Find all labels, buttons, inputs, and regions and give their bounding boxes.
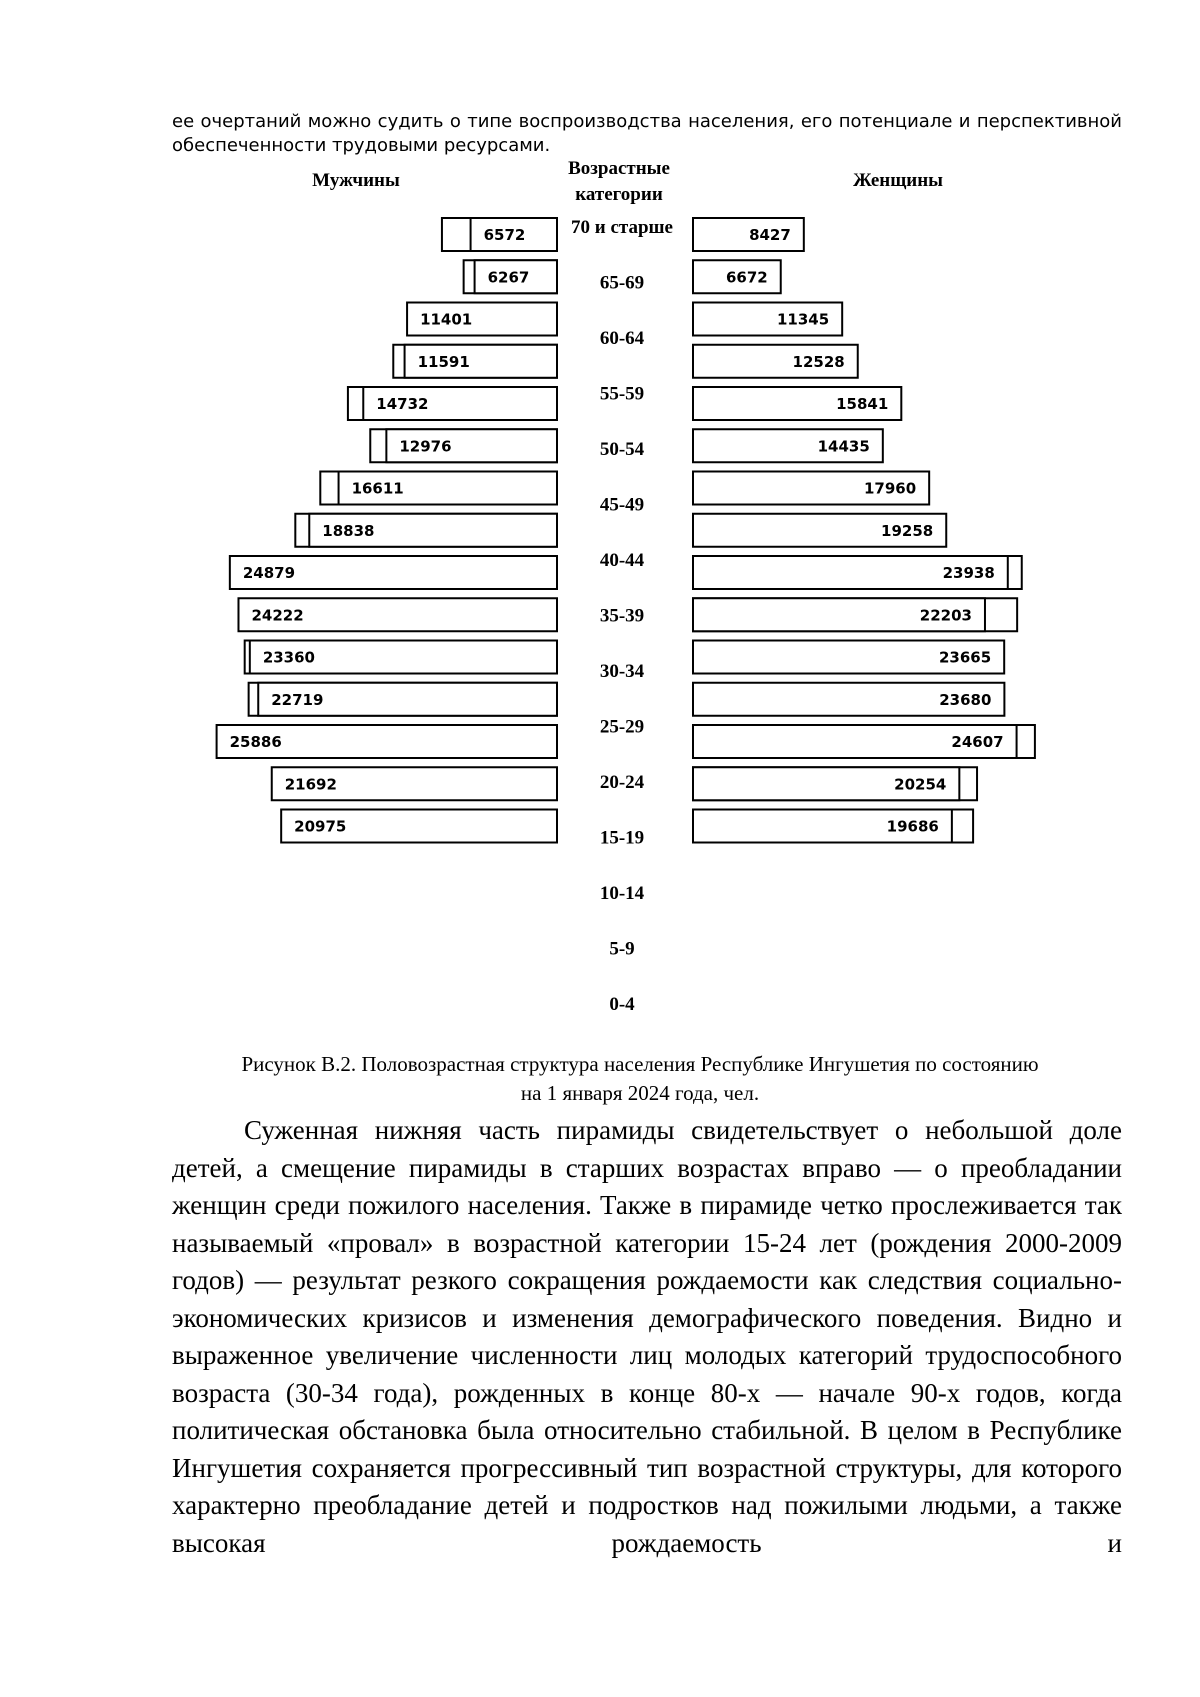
age-category-label: 65-69 [599, 272, 645, 294]
women-bar-value: 23938 [942, 564, 995, 582]
women-bar-value: 24607 [951, 733, 1004, 751]
women-bar-value: 20254 [894, 775, 947, 794]
caption-line-1: Рисунок В.2. Половозрастная структура населения Республике Ингушетия по состоянию [241, 1052, 1039, 1076]
men-bar-value: 23360 [262, 648, 316, 667]
age-category-label: 15-19 [599, 827, 645, 849]
women-label: Женщины [853, 170, 943, 191]
age-category-label: 30-34 [599, 661, 645, 682]
men-bar-value: 14732 [376, 395, 429, 413]
men-bar-value: 25886 [229, 733, 282, 751]
age-category-label: 40-44 [599, 550, 645, 571]
age-category-label: 35-39 [599, 605, 645, 627]
age-category-label: 50-54 [599, 439, 645, 460]
men-bar-value: 22719 [271, 690, 324, 709]
women-bar-value: 11345 [776, 310, 830, 329]
age-category-label: 55-59 [599, 383, 645, 405]
age-category-label: 10-14 [599, 883, 645, 904]
women-bar-value: 6672 [725, 268, 768, 287]
men-label: Мужчины [312, 170, 400, 191]
men-bar-value: 20975 [294, 817, 347, 836]
men-bar-value: 11591 [417, 352, 470, 371]
population-pyramid-chart [0, 150, 1200, 1040]
age-header-line2: категории [575, 184, 663, 205]
men-bar-value: 24222 [251, 606, 304, 625]
women-bar-value: 8427 [749, 226, 791, 244]
women-bar-value: 23680 [939, 690, 992, 709]
women-bar-value: 14435 [817, 437, 870, 456]
women-bar-value: 19686 [886, 817, 939, 836]
caption-line-2: на 1 января 2024 года, чел. [520, 1081, 760, 1105]
men-bar-value: 24879 [242, 564, 296, 582]
age-category-label: 45-49 [599, 494, 645, 516]
intro-paragraph: ее очертаний можно судить о типе воспроизводства населения, его потенциале и перспективной обеспеченности трудовыми ресурсами. [172, 111, 1122, 156]
women-bar-value: 23665 [939, 648, 992, 667]
women-bar-value: 22203 [919, 606, 972, 625]
age-category-label: 20-24 [599, 772, 645, 793]
men-bar-value: 18838 [322, 521, 375, 540]
age-category-label: 70 и старше [571, 217, 673, 238]
women-bar-value: 19258 [881, 521, 934, 540]
age-category-label: 5-9 [609, 938, 635, 960]
age-category-label: 60-64 [599, 328, 645, 349]
men-bar-value: 16611 [351, 479, 404, 498]
women-bar-value: 17960 [863, 479, 917, 498]
men-bar-value: 6267 [487, 268, 530, 287]
men-bar-value: 11401 [420, 310, 473, 329]
body-paragraph: Суженная нижняя часть пирамиды свидетельствует о небольшой доле детей, а смещение пирамиды в старших возрастах вправо — о преобладании женщин среди пожилого населения. Также в пирамиде четко прослеживается так называемый «провал» в возрастной категории 15-24 лет (рождения 2000-2009 годов) — результат резкого сокращения рождаемости как следствия социально-экономических кризисов и изменения демографического поведения. Видно и выраженное увеличение численности лиц молодых категорий трудоспособного возраста (30-34 года), рожденных в конце 80-х — начале 90-х годов, когда политическая обстановка была относительно стабильной. В целом в Республике Ингушетия сохраняется прогрессивный тип возрастной структуры, для которого характерно преобладание детей и подростков над пожилыми людьми, а также высокая рождаемость и [172, 1115, 1122, 1558]
age-category-label: 25-29 [599, 716, 645, 738]
women-bar-value: 15841 [836, 395, 889, 413]
age-labels-layer [571, 217, 673, 1015]
age-category-label: 0-4 [609, 994, 635, 1015]
age-header-line1: Возрастные [568, 158, 670, 179]
women-bar-value: 12528 [792, 352, 845, 371]
men-bar-value: 12976 [399, 437, 452, 456]
men-bar-value: 21692 [284, 775, 337, 794]
bars-layer [217, 218, 1035, 843]
men-bar-value: 6572 [483, 226, 526, 244]
figure-caption [160, 1050, 1120, 1108]
